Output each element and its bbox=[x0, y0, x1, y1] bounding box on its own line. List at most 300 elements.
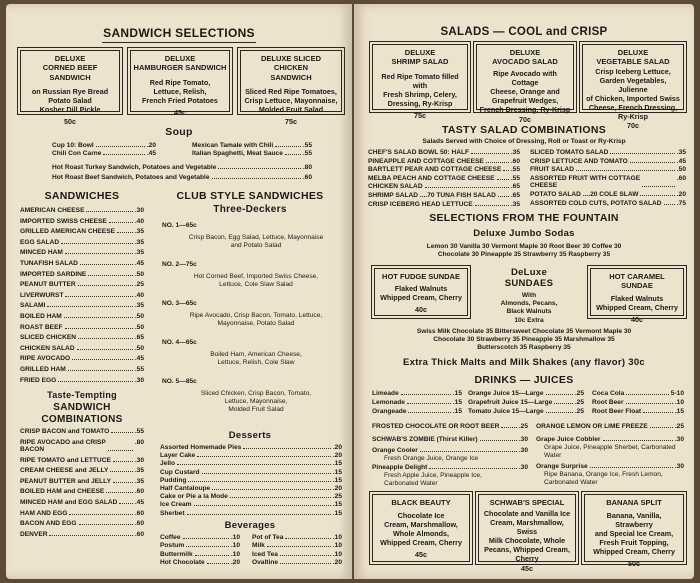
drink-row bbox=[372, 399, 462, 406]
cooler-desc: Fresh Orange Juice, Orange Ice bbox=[384, 455, 479, 462]
item-price: .15 bbox=[332, 501, 342, 509]
salad-box-vegetable bbox=[582, 44, 684, 130]
item-price: .35 bbox=[510, 149, 520, 156]
item-price: .10 bbox=[332, 550, 342, 558]
item-name: HAM AND EGG bbox=[20, 509, 68, 517]
tasty-title: TASTY SALAD COMBINATIONS bbox=[441, 124, 607, 136]
frosted-right-row bbox=[536, 423, 684, 430]
item-price: .35 bbox=[134, 467, 144, 475]
item-name: Limeade bbox=[372, 390, 399, 397]
item-name: Grapefruit Juice 15—Large bbox=[468, 399, 553, 406]
item-name: MELBA PEACH AND COTTAGE CHEESE bbox=[368, 174, 495, 182]
item-name: CREAM CHEESE and JELLY bbox=[20, 467, 109, 475]
box-title: DELUXE SLICED CHICKEN SANDWICH bbox=[260, 54, 321, 82]
item-price: .55 bbox=[510, 166, 520, 174]
tasty-row bbox=[530, 149, 686, 156]
item-price: .30 bbox=[134, 376, 144, 384]
three-deckers-label: Three-Deckers bbox=[213, 204, 287, 215]
item-price: .50 bbox=[134, 344, 144, 352]
box-desc: Flaked Walnuts Whipped Cream, Cherry bbox=[596, 293, 678, 312]
item-price: .20 bbox=[146, 142, 156, 149]
item-price: .65 bbox=[134, 334, 144, 342]
item-price: .45 bbox=[676, 157, 686, 165]
beverage-row bbox=[160, 542, 240, 549]
item-name: Jello bbox=[160, 460, 176, 468]
item-price: .15 bbox=[674, 408, 684, 415]
item-name: EGG SALAD bbox=[20, 238, 60, 246]
combo-row bbox=[20, 428, 144, 435]
club-number: NO. 2—75c bbox=[162, 261, 197, 268]
sandwich-row bbox=[20, 271, 144, 278]
box-price: 50c bbox=[628, 559, 640, 569]
grape-cobbler-row bbox=[536, 436, 684, 443]
box-desc: Chocolate and Vanilla Ice Cream, Marshmallow, Swiss Milk Chocolate, Whole Pecans, Whipped Cream, Cherry bbox=[483, 509, 571, 564]
tasty-row bbox=[530, 158, 686, 165]
beverage-row bbox=[252, 534, 342, 541]
item-name: Coffee bbox=[160, 534, 181, 541]
item-name: RIPE AVOCADO bbox=[20, 355, 71, 363]
item-name: FRIED EGG bbox=[20, 376, 57, 384]
salads-title: SALADS — COOL and CRISP bbox=[440, 26, 608, 38]
beverage-row bbox=[160, 559, 240, 566]
item-price: .55 bbox=[302, 142, 312, 149]
grape-cobbler-desc: Grape Juice, Pineapple Sherbet, Carbonated Water bbox=[544, 444, 676, 460]
soup-row bbox=[52, 142, 156, 149]
item-price: .25 bbox=[518, 423, 528, 430]
box-title: HOT FUDGE SUNDAE bbox=[382, 272, 460, 281]
box-desc: Red Ripe Tomato, Lettuce, Relish, French Fried Potatoes bbox=[142, 77, 218, 105]
item-name: CRISP ICEBERG HEAD LETTUCE bbox=[368, 200, 473, 208]
item-name: Grape Juice Cobbler bbox=[536, 436, 601, 443]
combos-title-1: SANDWICH bbox=[53, 402, 111, 413]
sundaes-line-2: Chocolate 30 Strawberry 35 Pineapple 35 Marshmallow 35 bbox=[433, 336, 615, 343]
dessert-row bbox=[160, 460, 342, 467]
box-title: BANANA SPLIT bbox=[606, 498, 662, 507]
item-price: .10 bbox=[674, 399, 684, 406]
item-price: .45 bbox=[146, 150, 156, 157]
drink-row bbox=[372, 408, 462, 415]
tasty-row bbox=[368, 166, 520, 173]
item-name: SLICED CHICKEN bbox=[20, 334, 77, 342]
item-price: .15 bbox=[332, 476, 342, 484]
item-name: Cake or Pie a la Mode bbox=[160, 493, 228, 501]
item-price: .30 bbox=[518, 464, 528, 471]
item-name: Mexican Tamale with Chili bbox=[192, 142, 274, 149]
item-price: .65 bbox=[510, 192, 520, 199]
item-name: AMERICAN CHEESE bbox=[20, 207, 85, 214]
selection-box-corned-beef bbox=[20, 50, 120, 127]
item-name: Lemonade bbox=[372, 399, 405, 406]
drinks-title: DRINKS — JUICES bbox=[474, 374, 574, 386]
box-price: 45c bbox=[415, 550, 427, 560]
tasty-row bbox=[530, 166, 686, 173]
sandwich-row bbox=[20, 228, 144, 235]
combo-row bbox=[20, 520, 144, 527]
box-title: HOT CARAMEL SUNDAE bbox=[609, 272, 665, 291]
frosted-left-row bbox=[372, 423, 528, 430]
item-name: RIPE TOMATO and LETTUCE bbox=[20, 456, 111, 464]
item-name: ORANGE LEMON OR LIME FREEZE bbox=[536, 423, 648, 430]
box-price: 40c bbox=[415, 305, 427, 315]
item-price: .60 bbox=[676, 174, 686, 182]
club-desc: Crisp Bacon, Egg Salad, Lettuce, Mayonnaise and Potato Salad bbox=[188, 234, 324, 250]
box-desc: Banana, Vanilla, Strawberry and Special Ice Cream, Fresh Fruit Topping, Whipped Cream, Cherry bbox=[593, 511, 675, 557]
orange-surprise-row bbox=[536, 463, 684, 470]
item-name: CRISP BACON and TOMATO bbox=[20, 428, 110, 435]
sandwich-row bbox=[20, 334, 144, 341]
item-name: CHEF'S SALAD BOWL 50: HALF bbox=[368, 149, 470, 156]
soup-extra-row bbox=[52, 174, 312, 181]
item-name: CHICKEN SALAD bbox=[368, 183, 423, 191]
item-price: .50 bbox=[676, 166, 686, 174]
combo-row bbox=[20, 457, 144, 464]
dessert-row bbox=[160, 477, 342, 484]
item-price: .45 bbox=[134, 499, 144, 506]
sandwich-row bbox=[20, 207, 144, 214]
item-name: PEANUT BUTTER and JELLY bbox=[20, 477, 111, 485]
item-price: .50 bbox=[134, 323, 144, 331]
box-desc: Chocolate Ice Cream, Marshmallow, Whole Almonds, Whipped Cream, Cherry bbox=[380, 511, 462, 548]
item-name: DENVER bbox=[20, 530, 48, 538]
sandwiches-title: SANDWICHES bbox=[44, 190, 120, 202]
salad-box-avocado bbox=[476, 44, 574, 124]
item-price: .55 bbox=[134, 428, 144, 435]
item-price: .40 bbox=[134, 217, 144, 225]
drink-row bbox=[372, 390, 462, 397]
item-price: .15 bbox=[452, 408, 462, 415]
item-price: .15 bbox=[332, 460, 342, 468]
tasty-row bbox=[368, 183, 520, 190]
item-name: BOILED HAM bbox=[20, 313, 62, 320]
sandwich-row bbox=[20, 345, 144, 352]
item-price: .10 bbox=[230, 542, 240, 550]
item-name: BACON AND EGG bbox=[20, 520, 77, 528]
tasty-row bbox=[368, 158, 520, 165]
club-desc: Boiled Ham, American Cheese, Lettuce, Relish, Cole Slaw bbox=[210, 351, 302, 367]
item-name: Ovaltine bbox=[252, 559, 279, 567]
item-price: .55 bbox=[510, 174, 520, 182]
item-name: POTATO SALAD ....20 COLE SLAW bbox=[530, 191, 639, 199]
item-name: Layer Cake bbox=[160, 452, 196, 460]
box-price: 75c bbox=[414, 110, 426, 120]
box-desc: Crisp Iceberg Lettuce, Garden Vegetables, Julienne of Chicken, Imported Swiss Cheese, French Dressing, Ry-Krisp bbox=[586, 66, 680, 121]
beverage-row bbox=[252, 551, 342, 558]
item-price: .60 bbox=[134, 509, 144, 517]
box-title: DELUXE HAMBURGER SANDWICH bbox=[133, 54, 227, 73]
box-title: DELUXE SHRIMP SALAD bbox=[391, 48, 449, 67]
box-price: 75c bbox=[285, 117, 297, 127]
item-name: Half Cantaloupe bbox=[160, 485, 211, 492]
soup-extra-row bbox=[52, 164, 312, 171]
item-price: .30 bbox=[674, 463, 684, 470]
box-price: 50c bbox=[64, 117, 76, 127]
item-price: .35 bbox=[134, 477, 144, 485]
item-price: .25 bbox=[574, 399, 584, 406]
item-name: BOILED HAM and CHEESE bbox=[20, 488, 105, 496]
tasty-row bbox=[530, 191, 686, 198]
soup-row bbox=[192, 142, 312, 149]
item-price: .10 bbox=[332, 534, 342, 541]
item-price: .10 bbox=[230, 550, 240, 558]
item-name: MINCED HAM and EGG SALAD bbox=[20, 499, 118, 506]
dessert-row bbox=[160, 493, 342, 500]
item-price: .30 bbox=[674, 436, 684, 443]
item-price: .25 bbox=[332, 493, 342, 501]
orange-surprise-desc: Ripe Banana, Orange Ice, Fresh Lemon, Carbonated Water bbox=[544, 471, 663, 487]
item-price: .20 bbox=[676, 191, 686, 199]
item-name: Ice Cream bbox=[160, 501, 192, 509]
item-name: Milk bbox=[252, 542, 265, 550]
item-price: .60 bbox=[134, 530, 144, 538]
club-desc: Sliced Chicken, Crisp Bacon, Tomato, Lettuce, Mayonnaise, Molded Fruit Salad bbox=[200, 390, 312, 414]
club-desc: Ripe Avocado, Crisp Bacon, Tomato, Lettuce, Mayonnaise, Potato Salad bbox=[189, 312, 323, 328]
beverages-title: Beverages bbox=[224, 520, 276, 531]
item-name: FROSTED CHOCOLATE OR ROOT BEER bbox=[372, 423, 500, 430]
item-name: Buttermilk bbox=[160, 550, 193, 558]
item-price: .50 bbox=[134, 313, 144, 320]
item-name: Cup 10: Bowl bbox=[52, 142, 94, 149]
beverage-row bbox=[252, 542, 342, 549]
combo-row bbox=[20, 478, 144, 485]
soup-row bbox=[192, 150, 312, 157]
dessert-row bbox=[160, 469, 342, 476]
item-price: .80 bbox=[302, 164, 312, 171]
schwabs-special-box bbox=[478, 494, 576, 574]
combo-row bbox=[20, 531, 144, 538]
club-title: CLUB STYLE SANDWICHES bbox=[176, 190, 324, 202]
item-price: .45 bbox=[134, 355, 144, 363]
sandwich-row bbox=[20, 281, 144, 288]
selection-box-sliced-chicken bbox=[240, 50, 342, 127]
item-price: .20 bbox=[332, 444, 342, 451]
item-price: .20 bbox=[332, 485, 342, 492]
box-title: SCHWAB'S SPECIAL bbox=[489, 498, 565, 507]
box-price: 70c bbox=[519, 114, 531, 124]
sandwich-row bbox=[20, 324, 144, 331]
item-price: 5-10 bbox=[670, 390, 684, 397]
item-price: .15 bbox=[332, 509, 342, 517]
salad-box-shrimp bbox=[372, 44, 468, 120]
item-price: .45 bbox=[134, 260, 144, 267]
item-name: Orange Cooler bbox=[372, 447, 418, 454]
zombie-row bbox=[372, 436, 528, 443]
club-number: NO. 4—65c bbox=[162, 339, 197, 346]
sundaes-title-1: DeLuxe bbox=[510, 267, 548, 278]
sandwich-row bbox=[20, 292, 144, 299]
item-name: GRILLED AMERICAN CHEESE bbox=[20, 228, 116, 236]
item-price: .60 bbox=[134, 488, 144, 496]
soup-row bbox=[52, 150, 156, 157]
sandwich-row bbox=[20, 249, 144, 256]
box-price: 70c bbox=[627, 120, 639, 130]
item-name: Orange Juice 15—Large bbox=[468, 390, 544, 397]
item-name: Pudding bbox=[160, 476, 187, 484]
box-desc: on Russian Rye Bread Potato Salad Kosher Dill Pickle bbox=[31, 87, 109, 115]
item-name: GRILLED HAM bbox=[20, 366, 66, 373]
item-price: .65 bbox=[510, 183, 520, 191]
black-beauty-box bbox=[372, 494, 470, 562]
tasty-row bbox=[368, 175, 520, 182]
club-number: NO. 5—85c bbox=[162, 378, 197, 385]
sundaes-line-1: Swiss Milk Chocolate 35 Bittersweet Chocolate 35 Vermont Maple 30 bbox=[416, 328, 632, 335]
combo-row bbox=[20, 467, 144, 474]
beverage-row bbox=[160, 551, 240, 558]
drink-row bbox=[592, 408, 684, 415]
item-price: .35 bbox=[134, 249, 144, 257]
drink-row bbox=[468, 399, 584, 406]
item-price: .10 bbox=[230, 534, 240, 541]
selection-box-hamburger bbox=[130, 50, 230, 117]
right-page bbox=[354, 4, 694, 579]
combo-row bbox=[20, 488, 144, 495]
item-name: ROAST BEEF bbox=[20, 323, 63, 331]
hot-fudge-box bbox=[374, 268, 468, 316]
taste-tempting-label: Taste-Tempting bbox=[47, 390, 117, 400]
item-price: .75 bbox=[676, 199, 686, 207]
item-name: SLICED TOMATO SALAD bbox=[530, 149, 609, 156]
banana-split-box bbox=[584, 494, 684, 569]
drink-row bbox=[592, 390, 684, 397]
box-desc: Ripe Avocado with Cottage Cheese, Orange and Grapefruit Wedges, French Dressing, Ry-Krisp bbox=[479, 68, 571, 114]
item-name: Hot Roast Beef Sandwich, Potatoes and Vegetable bbox=[52, 174, 210, 181]
item-name: Root Beer bbox=[592, 399, 624, 406]
item-name: Iced Tea bbox=[252, 550, 278, 558]
item-name: Cup Custard bbox=[160, 468, 200, 476]
title-underline bbox=[102, 42, 256, 43]
beverage-row bbox=[252, 559, 342, 566]
box-title: DELUXE AVOCADO SALAD bbox=[492, 48, 558, 67]
item-price: .20 bbox=[230, 559, 240, 567]
sandwich-row bbox=[20, 260, 144, 267]
box-desc: Red Ripe Tomato filled with Fresh Shrimp, Celery, Dressing, Ry-Krisp bbox=[381, 71, 459, 108]
item-name: CRISP LETTUCE AND TOMATO bbox=[530, 157, 628, 165]
item-price: .35 bbox=[134, 302, 144, 310]
tasty-row bbox=[368, 192, 520, 199]
box-title: DELUXE CORNED BEEF SANDWICH bbox=[42, 54, 98, 82]
sundaes-line-3: Butterscotch 35 Raspberry 35 bbox=[477, 344, 571, 351]
drink-row bbox=[468, 390, 584, 397]
tasty-row bbox=[368, 149, 520, 156]
club-desc: Hot Corned Beef, Imported Swiss Cheese, Lettuce, Cole Slaw Salad bbox=[193, 273, 319, 289]
item-name: CHICKEN SALAD bbox=[20, 344, 75, 352]
item-name: Assorted Homemade Pies bbox=[160, 444, 242, 451]
item-name: Sherbet bbox=[160, 509, 185, 517]
item-name: Orangeade bbox=[372, 408, 407, 415]
item-name: MINCED HAM bbox=[20, 249, 63, 257]
tasty-subtitle: Salads Served with Choice of Dressing, Roll or Toast or Ry-Krisp bbox=[422, 138, 626, 145]
item-name: Pot of Tea bbox=[252, 534, 284, 541]
sodas-line-1: Lemon 30 Vanilla 30 Vermont Maple 30 Root Beer 30 Coffee 30 bbox=[426, 243, 622, 250]
tasty-row bbox=[368, 201, 520, 208]
pineapple-delight-row bbox=[372, 464, 528, 471]
left-page bbox=[6, 4, 352, 579]
item-price: .15 bbox=[452, 399, 462, 406]
desserts-title: Desserts bbox=[228, 430, 272, 441]
item-name: SHRIMP SALAD ....70 TUNA FISH SALAD bbox=[368, 192, 496, 199]
item-price: .60 bbox=[510, 157, 520, 165]
item-price: .25 bbox=[574, 408, 584, 415]
menu-spread bbox=[6, 4, 694, 579]
box-price: 45c bbox=[174, 107, 186, 117]
item-price: .30 bbox=[134, 456, 144, 464]
item-price: .35 bbox=[676, 149, 686, 156]
item-name: LIVERWURST bbox=[20, 291, 64, 299]
item-price: .55 bbox=[134, 366, 144, 373]
sandwich-row bbox=[20, 302, 144, 309]
dessert-row bbox=[160, 485, 342, 492]
malts-line: Extra Thick Malts and Milk Shakes (any flavor) 30c bbox=[402, 357, 646, 368]
sundaes-title-2: SUNDAES bbox=[504, 278, 554, 289]
item-price: .10 bbox=[332, 542, 342, 550]
item-name: PINEAPPLE AND COTTAGE CHEESE bbox=[368, 157, 484, 165]
sundaes-desc: With Almonds, Pecans, Black Walnuts 10c Extra bbox=[500, 292, 558, 324]
item-price: .35 bbox=[134, 238, 144, 246]
item-price: .30 bbox=[518, 447, 528, 454]
item-name: Orange Surprise bbox=[536, 463, 588, 470]
item-name: Root Beer Float bbox=[592, 408, 642, 415]
box-title: BLACK BEAUTY bbox=[391, 498, 451, 507]
item-price: .50 bbox=[134, 270, 144, 278]
item-name: RIPE AVOCADO and CRISP BACON bbox=[20, 438, 106, 453]
box-title: DELUXE VEGETABLE SALAD bbox=[596, 48, 670, 67]
club-number: NO. 1—65c bbox=[162, 222, 197, 229]
pineapple-delight-desc: Fresh Apple Juice, Pineapple Ice, Carbonated Water bbox=[384, 472, 482, 488]
item-price: .30 bbox=[134, 207, 144, 214]
item-name: Coca Cola bbox=[592, 390, 625, 397]
sandwich-row bbox=[20, 313, 144, 320]
item-name: Italian Spaghetti, Meat Sauce bbox=[192, 150, 283, 157]
item-name: Hot Roast Turkey Sandwich, Potatoes and Vegetable bbox=[52, 164, 217, 171]
drink-row bbox=[592, 399, 684, 406]
item-name: ASSORTED FRUIT WITH COTTAGE CHEESE bbox=[530, 174, 641, 189]
dessert-row bbox=[160, 452, 342, 459]
item-price: .80 bbox=[134, 438, 144, 446]
item-price: .20 bbox=[332, 452, 342, 460]
sodas-line-2: Chocolate 30 Pineapple 35 Strawberry 35 Raspberry 35 bbox=[437, 251, 611, 258]
sandwich-selections-title: SANDWICH SELECTIONS bbox=[103, 26, 255, 40]
combo-row bbox=[20, 510, 144, 517]
sandwich-row bbox=[20, 239, 144, 246]
tasty-row bbox=[530, 175, 686, 189]
club-number: NO. 3—65c bbox=[162, 300, 197, 307]
hot-caramel-box bbox=[590, 268, 684, 324]
item-name: IMPORTED SWISS CHEESE bbox=[20, 217, 107, 225]
box-desc: Sliced Red Ripe Tomatoes, Crisp Lettuce, Mayonnaise, Molded Fruit Salad bbox=[244, 87, 338, 115]
box-price: 45c bbox=[521, 564, 533, 574]
item-name: FRUIT SALAD bbox=[530, 166, 574, 174]
soup-title: Soup bbox=[165, 126, 193, 138]
sandwich-row bbox=[20, 218, 144, 225]
fountain-title: SELECTIONS FROM THE FOUNTAIN bbox=[429, 212, 619, 224]
item-name: SALAMI bbox=[20, 302, 46, 310]
drink-row bbox=[468, 408, 584, 415]
item-price: .35 bbox=[510, 200, 520, 208]
dessert-row bbox=[160, 510, 342, 517]
combo-row bbox=[20, 439, 144, 453]
item-price: .25 bbox=[574, 390, 584, 397]
sandwich-row bbox=[20, 366, 144, 373]
item-name: SCHWAB'S ZOMBIE (Thirst Killer) bbox=[372, 436, 478, 443]
combo-row bbox=[20, 499, 144, 506]
cooler-row bbox=[372, 447, 528, 454]
sandwich-row bbox=[20, 377, 144, 384]
item-name: PEANUT BUTTER bbox=[20, 281, 76, 289]
item-name: Postum bbox=[160, 542, 185, 550]
sandwich-row bbox=[20, 355, 144, 362]
item-price: .35 bbox=[134, 228, 144, 236]
beverage-row bbox=[160, 534, 240, 541]
box-desc: Flaked Walnuts Whipped Cream, Cherry bbox=[380, 284, 462, 303]
